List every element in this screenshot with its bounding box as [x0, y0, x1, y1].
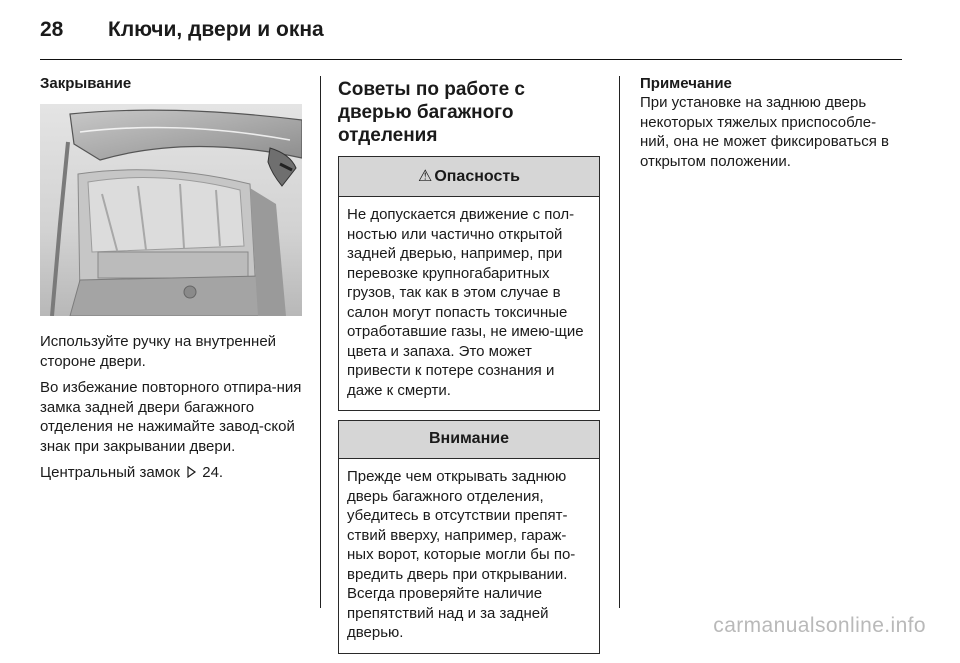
reference-text: Центральный замок — [40, 464, 180, 481]
column-note — [640, 74, 905, 171]
chapter-title: Ключи, двери и окна — [108, 18, 324, 41]
column-closing — [40, 74, 302, 490]
caution-box — [338, 420, 600, 654]
page-number: 28 — [40, 18, 64, 41]
column-divider-2 — [619, 76, 620, 608]
car-tailgate-interior-photo — [40, 104, 302, 316]
page-header — [40, 18, 324, 42]
column-tailgate-tips — [338, 74, 600, 663]
central-lock-reference — [40, 463, 302, 483]
note-text: При установке на заднюю дверь некоторых тяжелых приспособле-ний, она не может фиксироваться в открытом положении. — [640, 94, 889, 170]
danger-title-text: Опасность — [434, 168, 521, 185]
column-divider-1 — [320, 76, 321, 608]
header-rule — [40, 59, 902, 60]
closing-paragraph-2: Во избежание повторного отпира-ния замка задней двери багажного отделения не нажимайте завод-ской знак при закрывании двери. — [40, 379, 302, 455]
danger-text: Не допускается движение с пол-ностью или частично открытой задней дверью, например, при перевозке крупногабаритных грузов, так как в этом случае в салон могут попасть токсичные отработавшие газы, не имею-щие цвета и запаха. Это может привести к потере сознания и даже к смерти. — [347, 206, 584, 399]
danger-title — [339, 157, 599, 197]
note-title: Примечание — [640, 75, 732, 92]
closing-subheading: Закрывание — [40, 75, 132, 92]
tips-heading: Советы по работе с дверью багажного отделения — [338, 79, 526, 146]
reference-page: 24. — [202, 464, 224, 481]
caution-text: Прежде чем открывать заднюю дверь багажного отделения, убедитесь в отсутствии препят-ствий вверху, например, гараж-ных ворот, которые могли бы по-вредить дверь при открывании. Всегда проверяйте наличие препятствий над и за задней дверью. — [347, 468, 576, 641]
warning-triangle-icon: ⚠ — [417, 168, 433, 185]
closing-paragraph-1: Используйте ручку на внутренней стороне двери. — [40, 333, 277, 370]
caution-title: Внимание — [339, 421, 599, 459]
page-reference-arrow-icon — [186, 466, 197, 478]
danger-box — [338, 156, 600, 411]
watermark: carmanualsonline.info — [713, 614, 926, 637]
